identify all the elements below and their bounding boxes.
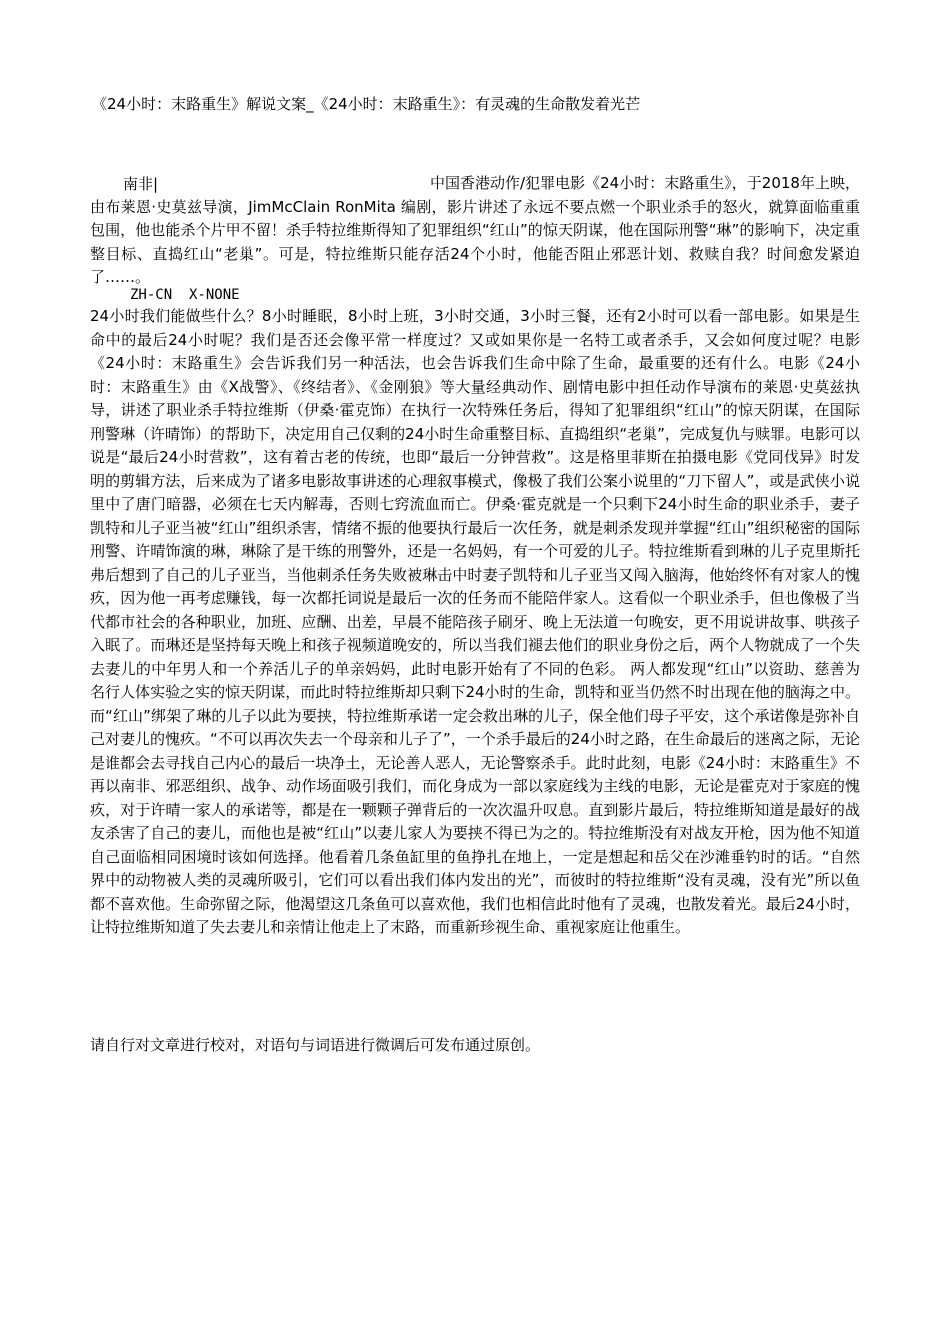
body-paragraph: 24小时我们能做些什么？8小时睡眠，8小时上班，3小时交通，3小时三餐，还有2小时可以看一部电影。如果是生命中的最后24小时呢？我们是否还会像平常一样度过？又或如果你是一名特工或者杀手，又会如何度过呢？电影《24小时：末路重生》会告诉我们另一种活法，也会告诉我们生命中除了生命，最重要的还有什么。电影《24小时：末路重生》由《X战警》、《终结者》、《金刚狼》等大量经典动作、剧情电影中担任动作导演布的莱恩·史莫兹执导，讲述了职业杀手特拉维斯（伊桑·霍克饰）在执行一次特殊任务后，得知了犯罪组织“红山”的惊天阴谋，在国际刑警琳（许晴饰）的帮助下，决定用自己仅剩的24小时生命重整目标、直捣组织“老巢”，完成复仇与赎罪。电影可以说是“最后24小时营救”，这有着古老的传统，也即“最后一分钟营救”。这是格里菲斯在拍摄电影《党同伐异》时发明的剪辑方法，后来成为了诸多电影故事讲述的心理叙事模式，像极了我们公案小说里的“刀下留人”，或是武侠小说里中了唐门暗器，必须在七天内解毒，否则七窍流血而亡。伊桑·霍克就是一个只剩下24小时生命的职业杀手，妻子凯特和儿子亚当被“红山”组织杀害，情绪不振的他要执行最后一次任务，就是刺杀发现并掌握“红山”组织秘密的国际刑警、许晴饰演的琳，琳除了是干练的刑警外，还是一名妈妈，有一个可爱的儿子。特拉维斯看到琳的儿子克里斯托弗后想到了自己的儿子亚当，当他刺杀任务失败被琳击中时妻子凯特和儿子亚当又闯入脑海，他始终怀有对家人的愧疚，因为他一再考虑赚钱，每一次都托词说是最后一次的任务而不能陪伴家人。这看似一个职业杀手，但也像极了当代都市社会的各种职业，加班、应酬、出差，早晨不能陪孩子刷牙、晚上无法道一句晚安，更不用说讲故事、哄孩子入眠了。而琳还是坚持每天晚上和孩子视频道晚安的，所以当我们褪去他们的职业身份之后，两个人物就成了一个失去妻儿的中年男人和一个养活儿子的单亲妈妈，此时电影开始有了不同的色彩。 两人都发现“红山”以资助、慈善为名行人体实验之实的惊天阴谋，而此时特拉维斯却只剩下24小时的生命，凯特和亚当仍然不时出现在他的脑海之中。而“红山”绑架了琳的儿子以此为要挟，特拉维斯承诺一定会救出琳的儿子，保全他们母子平安，这个承诺像是弥补自己对妻儿的愧疚。“不可以再次失去一个母亲和儿子了”，一个杀手最后的24小时之路，在生命最后的迷离之际，无论是谁都会去寻找自己内心的最后一块净土，无论善人恶人，无论警察杀手。此时此刻，电影《24小时：末路重生》不再以南非、邪恶组织、战争、动作场面吸引我们，而化身成为一部以家庭线为主线的电影，无论是霍克对于家庭的愧疚，对于许晴一家人的承诺等，都是在一颗颗子弹背后的一次次温升叹息。直到影片最后，特拉维斯知道是最好的战友杀害了自己的妻儿，而他也是被“红山”以妻儿家人为要挟不得已为之的。特拉维斯没有对战友开枪，因为他不知道自己面临相同困境时该如何选择。他看着几条鱼缸里的鱼挣扎在地上，一定是想起和岳父在沙滩垂钓时的话。“自然界中的动物被人类的灵魂所吸引，它们可以看出我们体内发出的光”，而彼时的特拉维斯“没有灵魂，没有光”所以鱼都不喜欢他。生命弥留之际，他渴望这几条鱼可以喜欢他，我们也相信此时他有了灵魂，也散发着光。最后24小时，让特拉维斯知道了失去妻儿和亲情让他走上了末路，而重新珍视生命、重视家庭让他重生。 [90, 307, 860, 936]
language-tag: ZH-CN X-NONE [130, 287, 240, 303]
author-name: 南非| [123, 175, 159, 193]
document-title: 《24小时：末路重生》解说文案_《24小时：末路重生》：有灵魂的生命散发着光芒 [92, 95, 641, 113]
intro-paragraph: 中国香港动作/犯罪电影《24小时：末路重生》，于2018年上映，由布莱恩·史莫兹导演，JimMcClain RonMita 编剧，影片讲述了永远不要点燃一个职业杀手的怒火，就算面临重重包围，他也能杀个片甲不留！杀手特拉维斯得知了犯罪组织“红山”的惊天阴谋，他在国际刑警“琳”的影响下，决定重整目标、直捣红山“老巢”。可是，特拉维斯只能存活24个小时，他能否阻止邪恶计划、救赎自我？时间愈发紧迫了……。 [90, 174, 860, 286]
footer-note: 请自行对文章进行校对，对语句与词语进行微调后可发布通过原创。 [90, 1036, 541, 1054]
